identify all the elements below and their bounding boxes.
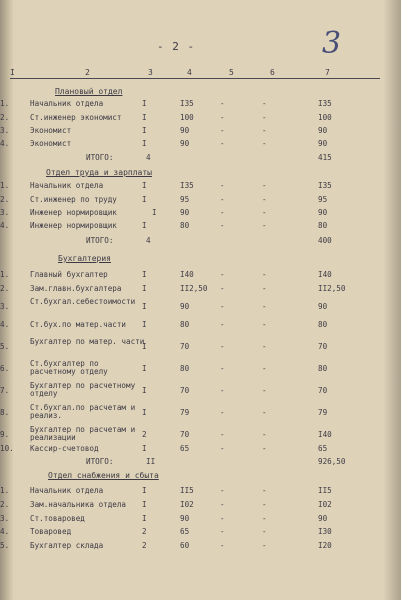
row-index: 4. <box>0 320 10 329</box>
position-name: Бухгалтер по расчетам и реализации <box>30 425 136 442</box>
position-name: Ст.товаровед <box>30 514 85 523</box>
empty-cell: - <box>262 430 267 439</box>
position-sum: 95 <box>318 195 328 204</box>
position-name: Кассир-счетовод <box>30 444 99 453</box>
table-row <box>0 97 401 112</box>
column-number: 4 <box>187 68 192 77</box>
empty-cell: - <box>262 195 267 204</box>
table-row <box>0 179 401 194</box>
position-sum: 90 <box>318 208 328 217</box>
position-salary: 90 <box>180 139 190 148</box>
empty-cell: - <box>262 139 267 148</box>
position-salary: 79 <box>180 408 190 417</box>
position-sum: II2,50 <box>318 284 346 293</box>
position-name: Инженер нормировщик <box>30 208 117 217</box>
position-qty: 2 <box>142 541 147 550</box>
total-row <box>0 234 401 249</box>
total-sum: 926,50 <box>318 457 346 466</box>
position-name: Главный бухгалтер <box>30 270 108 279</box>
empty-cell: - <box>262 284 267 293</box>
position-name: Бухгалтер по расчетному отделу <box>30 381 136 398</box>
empty-cell: - <box>220 527 225 536</box>
position-name: Начальник отдела <box>30 99 104 108</box>
position-name: Начальник отдела <box>30 181 104 190</box>
empty-cell: - <box>220 486 225 495</box>
position-sum: 90 <box>318 126 328 135</box>
position-name: Ст.бухгал.себестоимости <box>30 297 136 306</box>
total-sum: 415 <box>318 153 332 162</box>
position-sum: 90 <box>318 514 328 523</box>
row-index: 7. <box>0 386 10 395</box>
row-index: 10. <box>0 444 14 453</box>
empty-cell: - <box>220 342 225 351</box>
position-qty: 2 <box>142 527 147 536</box>
empty-cell: - <box>220 126 225 135</box>
empty-cell: - <box>262 342 267 351</box>
section-title: Бухгалтерия <box>58 254 111 263</box>
table-row <box>0 337 401 355</box>
position-name: Инженер нормировщик <box>30 221 117 230</box>
position-qty: I <box>142 500 147 509</box>
row-index: 1. <box>0 270 10 279</box>
column-number: I <box>10 68 15 77</box>
header-rule <box>10 78 380 79</box>
position-name: Ст.бухгалтер по расчетному отделу <box>30 359 108 376</box>
empty-cell: - <box>220 302 225 311</box>
position-salary: 80 <box>180 320 190 329</box>
position-sum: I20 <box>318 541 332 550</box>
empty-cell: - <box>262 113 267 122</box>
row-index: 4. <box>0 221 10 230</box>
empty-cell: - <box>220 181 225 190</box>
empty-cell: - <box>220 221 225 230</box>
empty-cell: - <box>220 320 225 329</box>
position-qty: I <box>142 386 147 395</box>
position-qty: I <box>142 342 147 351</box>
position-salary: 80 <box>180 364 190 373</box>
position-sum: II5 <box>318 486 332 495</box>
table-row <box>0 484 401 499</box>
position-salary: 80 <box>180 221 190 230</box>
position-sum: 90 <box>318 302 328 311</box>
position-qty: I <box>142 408 147 417</box>
table-row <box>0 268 401 283</box>
position-sum: 100 <box>318 113 332 122</box>
position-name: Ст.инженер экономист <box>30 113 122 122</box>
row-index: 5. <box>0 541 10 550</box>
row-index: 4. <box>0 139 10 148</box>
table-row <box>0 539 401 554</box>
position-name: Начальник отдела <box>30 486 104 495</box>
empty-cell: - <box>262 541 267 550</box>
page-number: - 2 - <box>157 40 196 53</box>
position-qty: I <box>142 181 147 190</box>
position-sum: 80 <box>318 364 328 373</box>
position-qty: I <box>142 284 147 293</box>
total-label: ИТОГО: <box>86 236 114 245</box>
empty-cell: - <box>262 181 267 190</box>
row-index: 3. <box>0 126 10 135</box>
empty-cell: - <box>220 514 225 523</box>
empty-cell: - <box>220 113 225 122</box>
empty-cell: - <box>262 500 267 509</box>
total-qty: II <box>146 457 156 466</box>
handwritten-page-number: 3 <box>322 26 342 61</box>
position-qty: 2 <box>142 430 147 439</box>
position-name: Ст.бухгал.по расчетам и реализ. <box>30 403 136 420</box>
position-name: Экономист <box>30 126 72 135</box>
table-row <box>0 381 401 399</box>
empty-cell: - <box>220 208 225 217</box>
position-name: Товаровед <box>30 527 72 536</box>
total-qty: 4 <box>146 236 151 245</box>
empty-cell: - <box>220 541 225 550</box>
position-name: Зам.начальника отдела <box>30 500 127 509</box>
row-index: 2. <box>0 284 10 293</box>
empty-cell: - <box>220 139 225 148</box>
position-qty: I <box>142 364 147 373</box>
position-qty: I <box>152 208 157 217</box>
position-qty: I <box>142 270 147 279</box>
empty-cell: - <box>262 527 267 536</box>
total-label: ИТОГО: <box>86 457 114 466</box>
position-qty: I <box>142 302 147 311</box>
empty-cell: - <box>220 500 225 509</box>
position-salary: I35 <box>180 99 194 108</box>
position-sum: I35 <box>318 181 332 190</box>
empty-cell: - <box>262 514 267 523</box>
position-salary: I40 <box>180 270 194 279</box>
position-qty: I <box>142 139 147 148</box>
position-salary: 65 <box>180 444 190 453</box>
table-row <box>0 359 401 377</box>
empty-cell: - <box>220 430 225 439</box>
position-sum: 80 <box>318 320 328 329</box>
empty-cell: - <box>262 320 267 329</box>
column-number: 2 <box>85 68 90 77</box>
empty-cell: - <box>220 284 225 293</box>
empty-cell: - <box>220 444 225 453</box>
position-name: Ст.бух.по матер.части <box>30 320 127 329</box>
row-index: 5. <box>0 342 10 351</box>
total-sum: 400 <box>318 236 332 245</box>
row-index: 2. <box>0 195 10 204</box>
page-edge-shadow <box>383 0 401 600</box>
position-qty: I <box>142 221 147 230</box>
position-salary: 70 <box>180 342 190 351</box>
empty-cell: - <box>262 486 267 495</box>
empty-cell: - <box>262 126 267 135</box>
position-sum: I02 <box>318 500 332 509</box>
empty-cell: - <box>262 208 267 217</box>
table-row <box>0 297 401 315</box>
position-sum: I35 <box>318 99 332 108</box>
empty-cell: - <box>262 408 267 417</box>
empty-cell: - <box>220 386 225 395</box>
position-salary: I35 <box>180 181 194 190</box>
empty-cell: - <box>220 364 225 373</box>
column-number: 7 <box>325 68 330 77</box>
total-row <box>0 151 401 166</box>
empty-cell: - <box>262 444 267 453</box>
position-salary: I02 <box>180 500 194 509</box>
row-index: 1. <box>0 99 10 108</box>
position-salary: II5 <box>180 486 194 495</box>
row-index: 3. <box>0 302 10 311</box>
position-salary: 65 <box>180 527 190 536</box>
empty-cell: - <box>262 99 267 108</box>
total-label: ИТОГО: <box>86 153 114 162</box>
table-row <box>0 318 401 333</box>
empty-cell: - <box>262 221 267 230</box>
position-salary: 90 <box>180 208 190 217</box>
position-sum: I30 <box>318 527 332 536</box>
table-row <box>0 137 401 152</box>
table-row <box>0 403 401 421</box>
section-title: Отдел снабжения и сбыта <box>48 471 159 480</box>
row-index: 2. <box>0 500 10 509</box>
empty-cell: - <box>262 302 267 311</box>
position-salary: II2,50 <box>180 284 208 293</box>
row-index: 9. <box>0 430 10 439</box>
position-salary: 100 <box>180 113 194 122</box>
row-index: 3. <box>0 208 10 217</box>
position-name: Зам.главн.бухгалтера <box>30 284 122 293</box>
empty-cell: - <box>220 408 225 417</box>
table-row <box>0 498 401 513</box>
position-qty: I <box>142 195 147 204</box>
position-sum: I40 <box>318 430 332 439</box>
row-index: 3. <box>0 514 10 523</box>
position-qty: I <box>142 514 147 523</box>
empty-cell: - <box>262 364 267 373</box>
column-number: 5 <box>229 68 234 77</box>
position-name: Ст.инженер по труду <box>30 195 117 204</box>
position-sum: 90 <box>318 139 328 148</box>
table-row <box>0 425 401 443</box>
position-salary: 90 <box>180 126 190 135</box>
row-index: 2. <box>0 113 10 122</box>
position-qty: I <box>142 486 147 495</box>
position-sum: 79 <box>318 408 328 417</box>
empty-cell: - <box>262 386 267 395</box>
empty-cell: - <box>220 195 225 204</box>
position-sum: I40 <box>318 270 332 279</box>
position-qty: I <box>142 320 147 329</box>
column-number: 3 <box>148 68 153 77</box>
position-salary: 95 <box>180 195 190 204</box>
empty-cell: - <box>220 270 225 279</box>
position-name: Бухгалтер по матер. части <box>30 337 145 346</box>
position-sum: 70 <box>318 386 328 395</box>
position-salary: 70 <box>180 430 190 439</box>
table-row <box>0 219 401 234</box>
position-name: Бухгалтер склада <box>30 541 104 550</box>
position-salary: 70 <box>180 386 190 395</box>
row-index: 8. <box>0 408 10 417</box>
position-salary: 60 <box>180 541 190 550</box>
empty-cell: - <box>220 99 225 108</box>
position-sum: 70 <box>318 342 328 351</box>
section-title: Отдел труда и зарплаты <box>46 168 152 177</box>
position-qty: I <box>142 113 147 122</box>
position-sum: 65 <box>318 444 328 453</box>
row-index: 1. <box>0 181 10 190</box>
position-name: Экономист <box>30 139 72 148</box>
table-row <box>0 525 401 540</box>
position-salary: 90 <box>180 514 190 523</box>
total-row <box>0 455 401 470</box>
section-title: Плановый отдел <box>55 87 123 96</box>
row-index: 6. <box>0 364 10 373</box>
position-sum: 80 <box>318 221 328 230</box>
column-number: 6 <box>270 68 275 77</box>
empty-cell: - <box>262 270 267 279</box>
row-index: 1. <box>0 486 10 495</box>
position-qty: I <box>142 99 147 108</box>
position-qty: I <box>142 444 147 453</box>
table-row <box>0 282 401 297</box>
position-salary: 90 <box>180 302 190 311</box>
row-index: 4. <box>0 527 10 536</box>
position-qty: I <box>142 126 147 135</box>
total-qty: 4 <box>146 153 151 162</box>
